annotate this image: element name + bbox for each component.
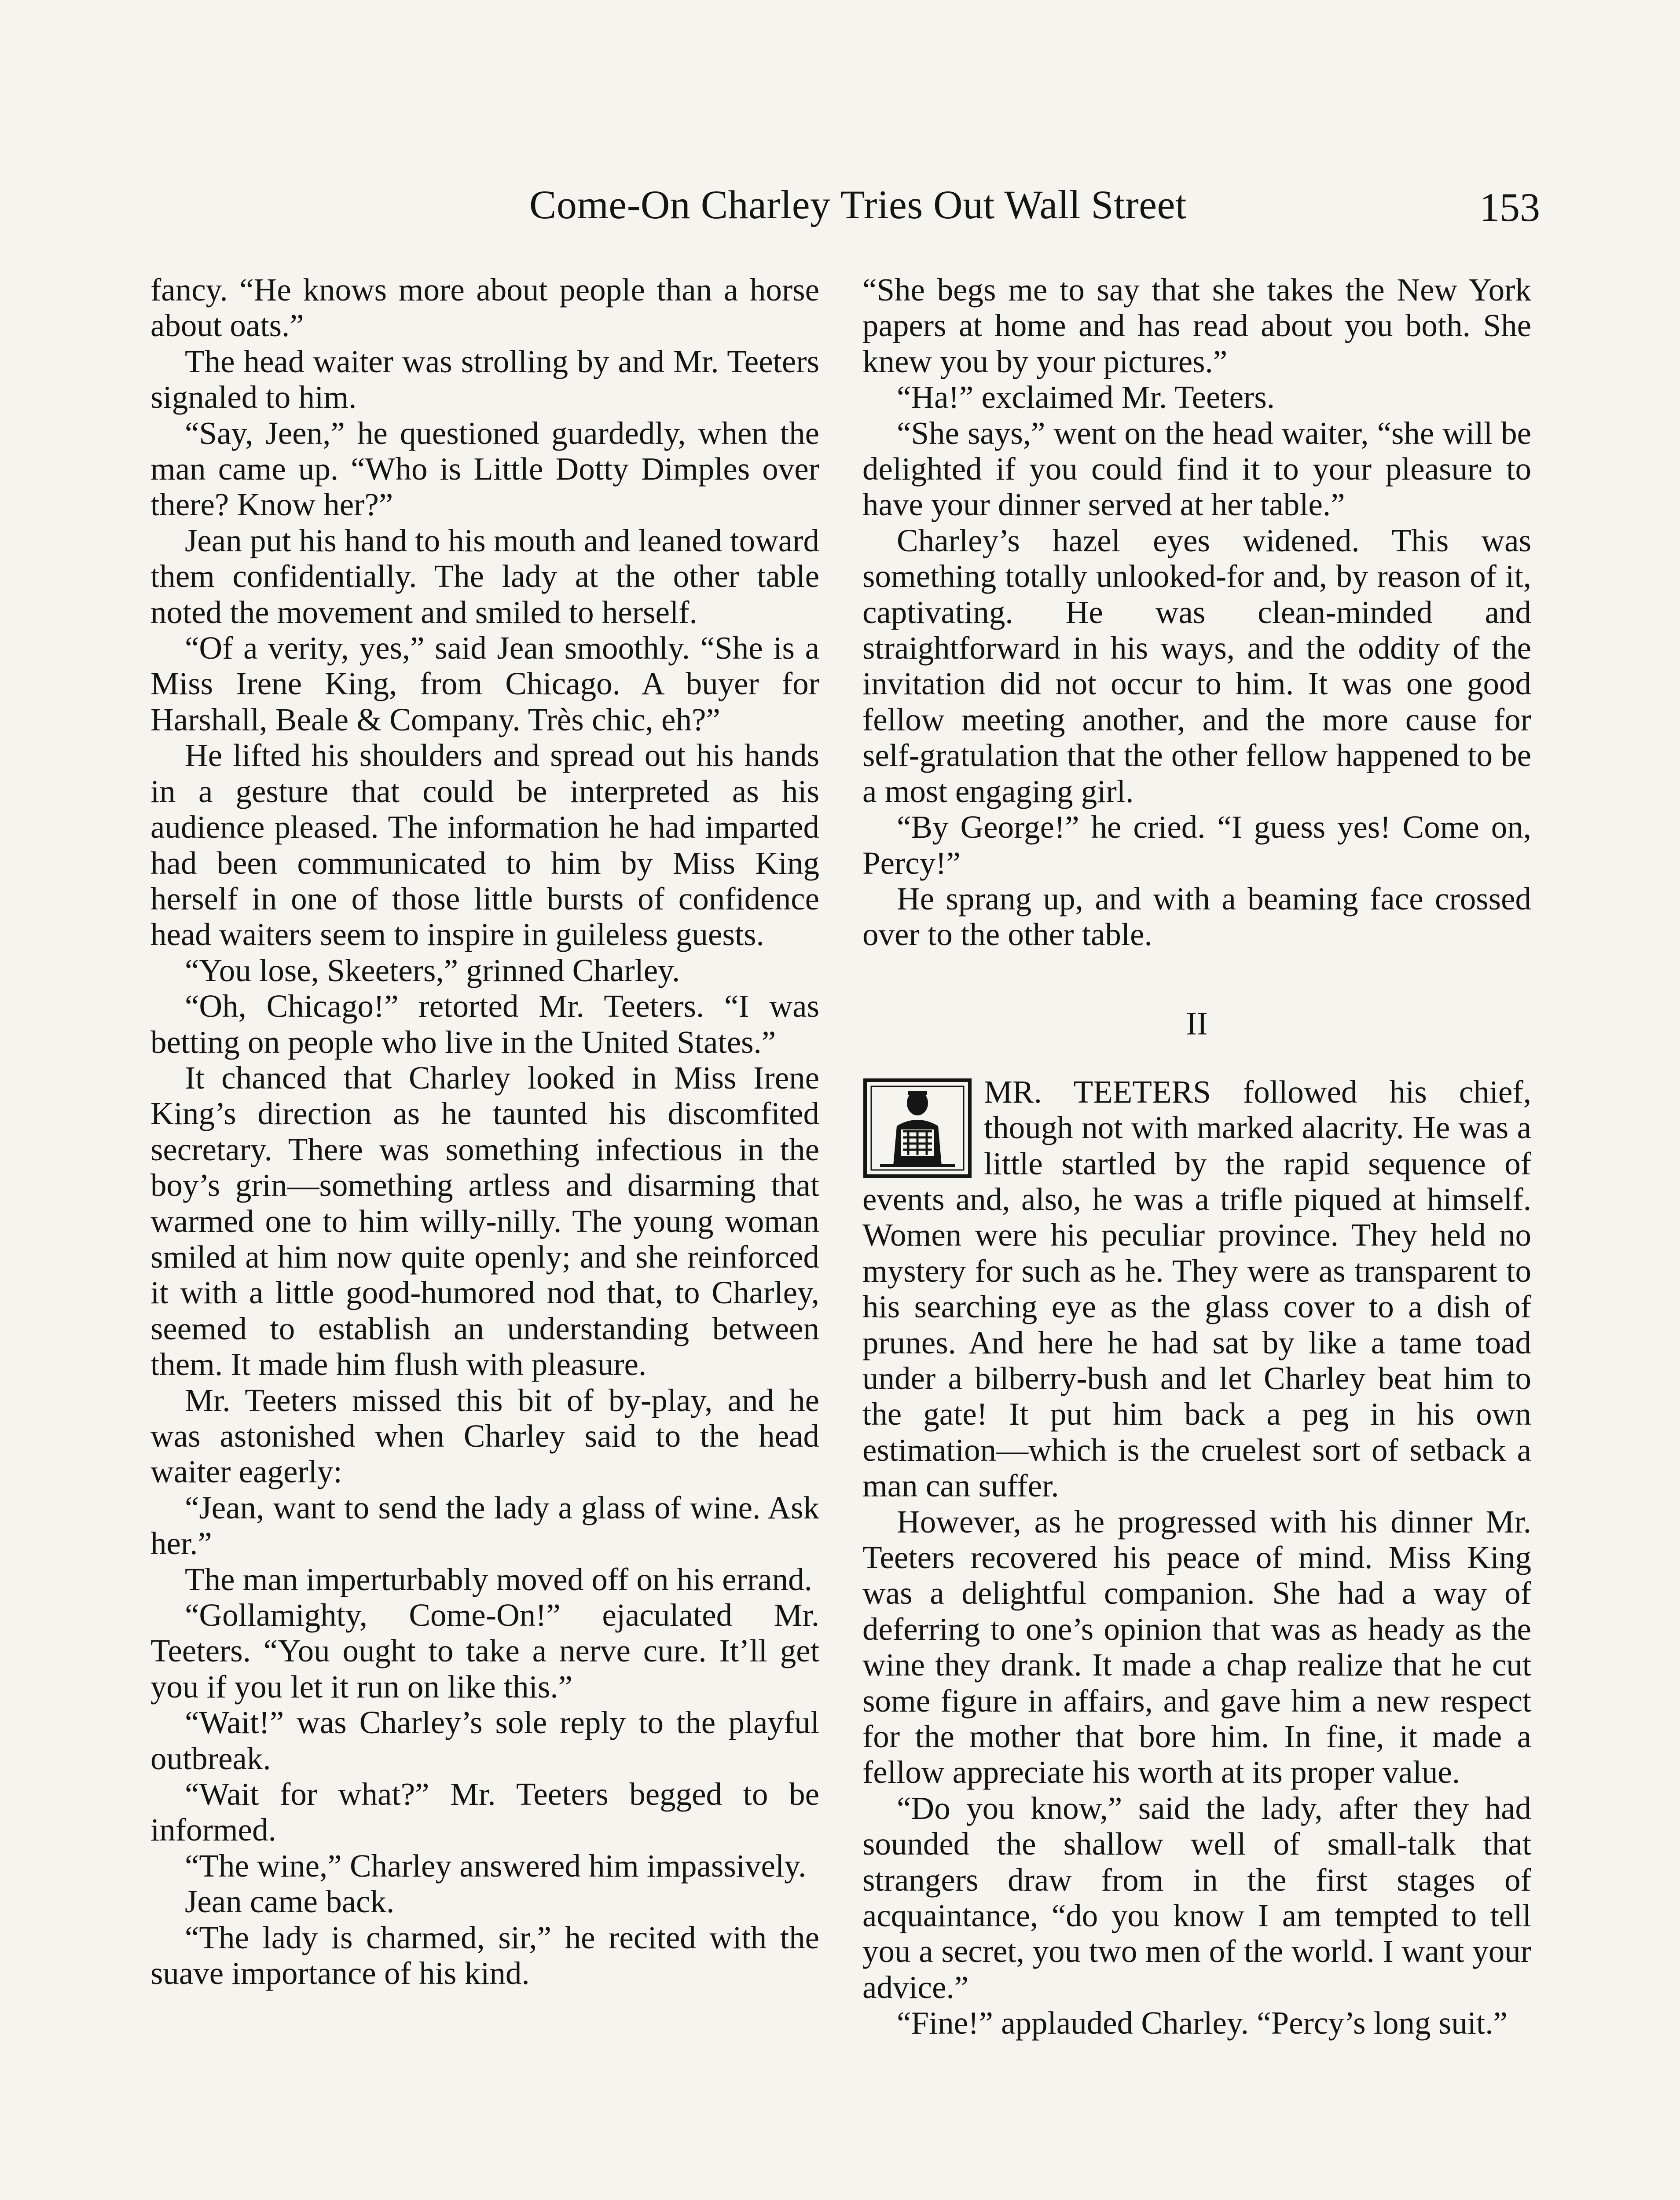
paragraph: “The lady is charmed, sir,” he recited with the suave importance of his kind. — [150, 1919, 819, 1991]
paragraph: “Jean, want to send the lady a glass of wine. Ask her.” — [150, 1489, 819, 1562]
paragraph: Jean came back. — [185, 1884, 395, 1920]
paragraph: It chanced that Charley looked in Miss Irene King’s direction as he taunted his discomfited secretary. There was something infectious in the boy’s grin—something artless and disarming that warmed one to him willy-nilly. The young woman smiled at him now quite openly; and she reinforced it with a little good-humored nod that, to Charley, seemed to establish an understanding between them. It made him flush with pleasure. — [150, 1060, 819, 1382]
paragraph: “She begs me to say that she takes the New York papers at home and has read about you both. She knew you by your pictures.” — [862, 272, 1531, 379]
paragraph: However, as he progressed with his dinner Mr. Teeters recovered his peace of mind. Miss King was a delightful companion. She had a way of deferring to one’s opinion that was as heady as the wine they drank. It made a chap realize that he cut some figure in affairs, and gave him a new respect for the mother that bore him. In fine, it made a fellow appreciate his worth at its proper value. — [862, 1503, 1531, 1790]
left-column — [150, 272, 819, 2200]
section-heading: II — [1186, 1005, 1208, 1042]
dropcap-paragraph — [862, 1074, 1531, 1504]
running-title: Come-On Charley Tries Out Wall Street — [529, 182, 1187, 227]
paragraph-text: MR. TEETERS followed his chief, though not with marked alacrity. He was a little startled by the rapid sequence of events and, also, he was a trifle piqued at himself. Women were his peculiar province. They held no mystery for such as he. They were as transparent to his searching eye as the glass cover to a dish of prunes. And here he had sat by like a tame toad under a bilberry-bush and let Charley beat him to the gate! It put him back a peg in his own estimation—which is the cruelest sort of setback a man can suffer. — [862, 1074, 1531, 1504]
paragraph: “Fine!” applauded Charley. “Percy’s long suit.” — [897, 2005, 1508, 2041]
paragraph: He sprang up, and with a beaming face crossed over to the other table. — [862, 880, 1531, 953]
paragraph: Jean put his hand to his mouth and leaned toward them confidentially. The lady at the other table noted the movement and smiled to herself. — [150, 522, 819, 630]
paragraph: “By George!” he cried. “I guess yes! Come on, Percy!” — [862, 809, 1531, 881]
paragraph: “The wine,” Charley answered him impassively. — [185, 1848, 807, 1884]
page-number: 153 — [1479, 185, 1540, 230]
paragraph: “Say, Jeen,” he questioned guardedly, when the man came up. “Who is Little Dotty Dimples over there? Know her?” — [150, 415, 819, 523]
paragraph: “Oh, Chicago!” retorted Mr. Teeters. “I was betting on people who live in the United States.” — [150, 988, 819, 1060]
paragraph: The man imperturbably moved off on his errand. — [185, 1561, 812, 1597]
right-column — [862, 272, 1531, 2200]
paragraph: “Wait for what?” Mr. Teeters begged to be informed. — [150, 1776, 819, 1848]
paragraph: “Gollamighty, Come-On!” ejaculated Mr. Teeters. “You ought to take a nerve cure. It’ll get you if you let it run on like this.” — [150, 1597, 819, 1705]
paragraph: “Do you know,” said the lady, after they had sounded the shallow well of small-talk that strangers draw from in the first stages of acquaintance, “do you know I am tempted to tell you a secret, you two men of the world. I want your advice.” — [862, 1790, 1531, 2005]
paragraph: “Wait!” was Charley’s sole reply to the playful outbreak. — [150, 1705, 819, 1776]
paragraph: He lifted his shoulders and spread out his hands in a gesture that could be interpreted as his audience pleased. The information he had imparted had been communicated to him by Miss King herself in one of those little bursts of confidence head waiters seem to inspire in guileless guests. — [150, 737, 819, 953]
decorative-initial-figure-icon — [862, 1078, 972, 1179]
paragraph: “She says,” went on the head waiter, “she will be delighted if you could find it to your pleasure to have your dinner served at her table.” — [862, 415, 1531, 523]
paragraph: Mr. Teeters missed this bit of by-play, and he was astonished when Charley said to the head waiter eagerly: — [150, 1382, 819, 1490]
paragraph: “Of a verity, yes,” said Jean smoothly. “She is a Miss Irene King, from Chicago. A buyer for Harshall, Beale & Company. Très chic, eh?” — [150, 630, 819, 737]
paragraph: Charley’s hazel eyes widened. This was something totally unlooked-for and, by reason of it, captivating. He was clean-minded and straightforward in his ways, and the oddity of the invitation did not occur to him. It was one good fellow meeting another, and the more cause for self-gratulation that the other fellow happened to be a most engaging girl. — [862, 522, 1531, 809]
paragraph: “Ha!” exclaimed Mr. Teeters. — [897, 379, 1275, 415]
paragraph: fancy. “He knows more about people than a horse about oats.” — [150, 272, 819, 344]
paragraph: The head waiter was strolling by and Mr. Teeters signaled to him. — [150, 343, 819, 415]
paragraph: “You lose, Skeeters,” grinned Charley. — [185, 952, 680, 988]
